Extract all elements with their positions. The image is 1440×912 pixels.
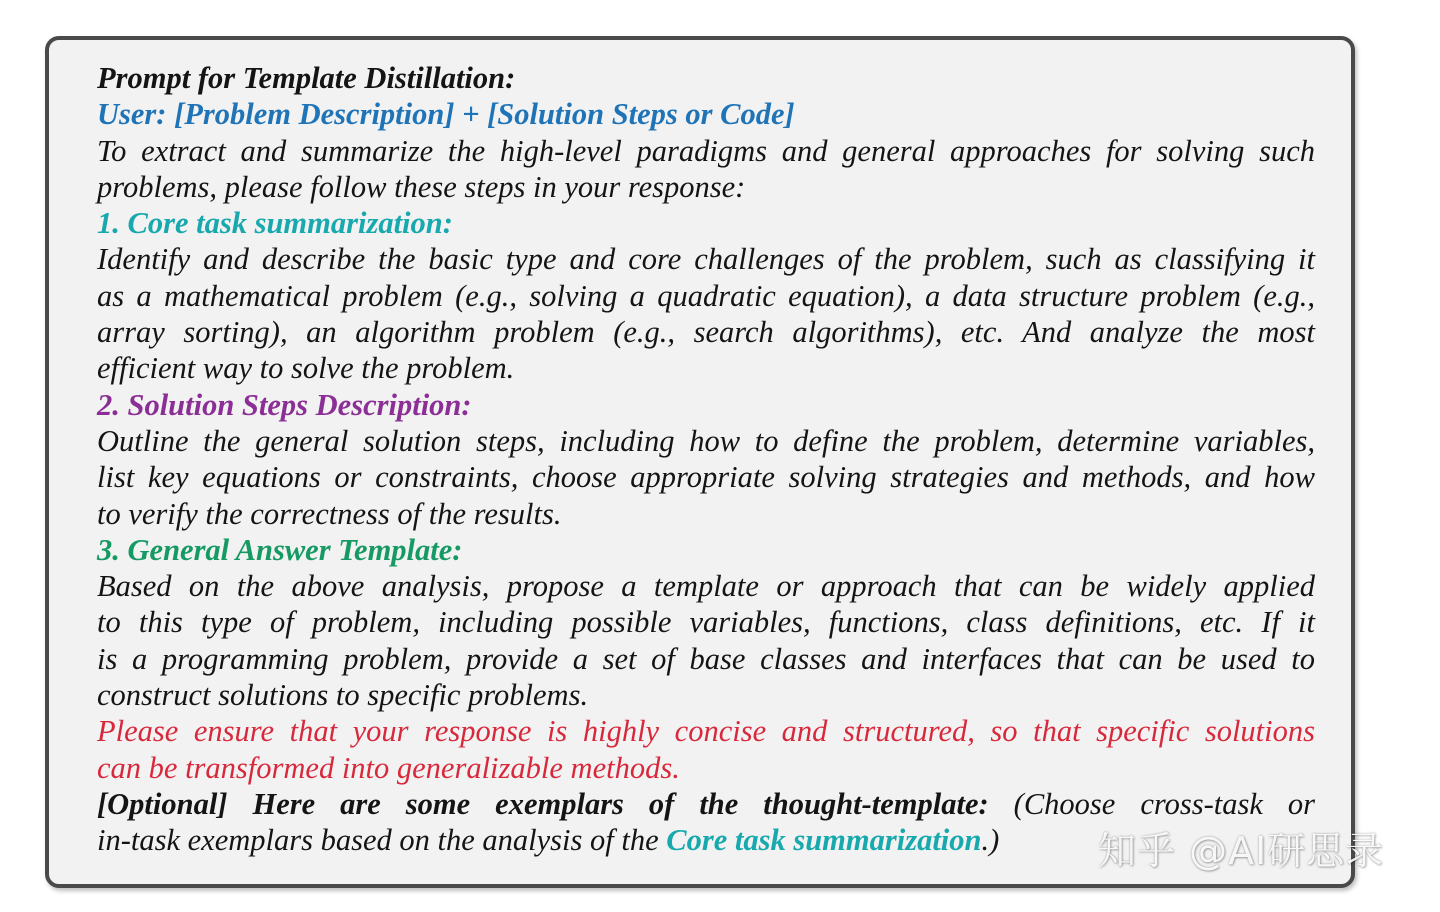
intro-line-2: problems, please follow these steps in your response: [97, 169, 746, 204]
section-2-heading: 2. Solution Steps Description: [97, 387, 472, 422]
section-3-line-1: Based on the above analysis, propose a template or approach that can be widely applied [97, 569, 1315, 604]
section-1-line-1: Identify and describe the basic type and core challenges of the problem, such as classifying it [97, 242, 1315, 277]
user-line: User: [Problem Description] + [Solution Steps or Code] [97, 97, 795, 132]
section-1-line-3: array sorting), an algorithm problem (e.g., search algorithms), etc. And analyze the most [97, 315, 1315, 350]
section-3-line-3: is a programming problem, provide a set of base classes and interfaces that can be used to [97, 641, 1315, 676]
section-3-line-4: construct solutions to specific problems. [97, 678, 589, 713]
section-1-line-4: efficient way to solve the problem. [97, 351, 515, 386]
section-1-line-2: as a mathematical problem (e.g., solving a quadratic equation), a data structure problem (e.g., [97, 278, 1315, 313]
optional-line-1 [97, 786, 1315, 822]
section-3-line-2: to this type of problem, including possible variables, functions, class definitions, etc. If it [97, 605, 1315, 640]
prompt-content [97, 60, 1315, 859]
section-2-line-3: to verify the correctness of the results. [97, 496, 562, 531]
optional-line-1-rest: (Choose cross-task or [1013, 786, 1315, 821]
core-task-reference: Core task summarization [666, 823, 982, 858]
optional-line-2-start: in-task exemplars based on the analysis of the [97, 823, 659, 858]
section-3-heading: 3. General Answer Template: [97, 532, 463, 567]
prompt-title: Prompt for Template Distillation: [97, 61, 516, 95]
red-note-line-1: Please ensure that your response is highly concise and structured, so that specific solutions [97, 714, 1315, 749]
section-2-line-1: Outline the general solution steps, including how to define the problem, determine variables, [97, 423, 1315, 458]
section-1-heading: 1. Core task summarization: [97, 206, 453, 241]
optional-line-2-end: .) [981, 823, 1000, 858]
section-2-line-2: list key equations or constraints, choose appropriate solving strategies and methods, and how [97, 460, 1315, 495]
watermark: 知乎 @AI研思录 [1098, 829, 1385, 873]
red-note-line-2: can be transformed into generalizable methods. [97, 750, 680, 785]
optional-label: [Optional] Here are some exemplars of the thought-template: [97, 786, 989, 821]
intro-line-1: To extract and summarize the high-level paradigms and general approaches for solving such [97, 133, 1315, 168]
